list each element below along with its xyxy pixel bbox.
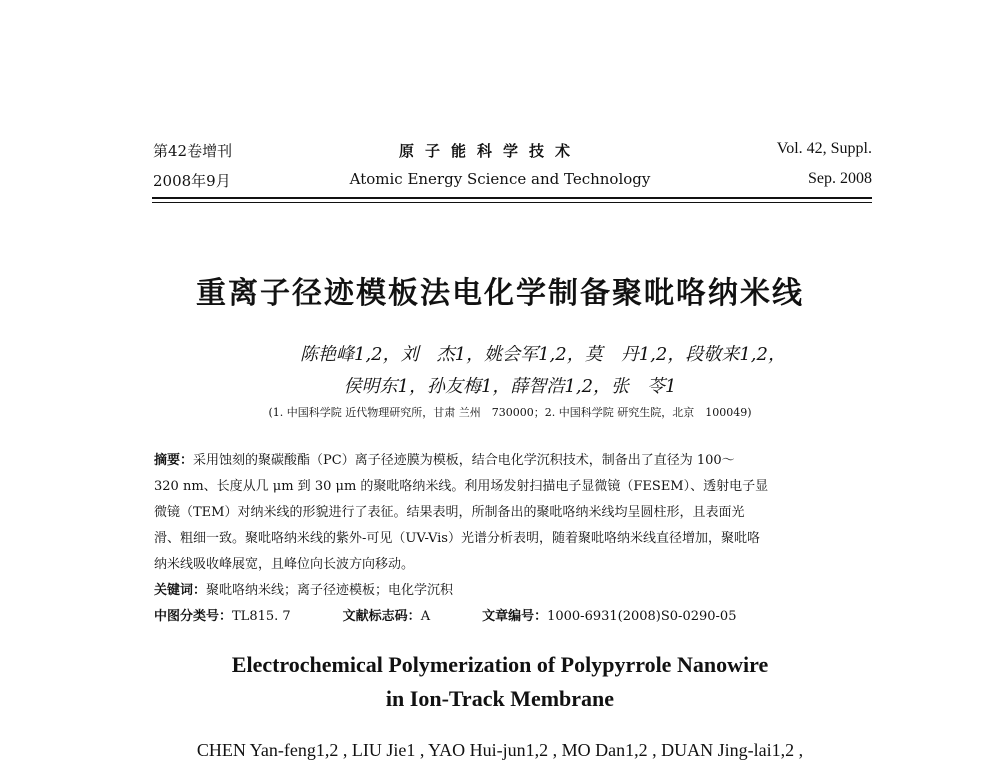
- keywords-label: 关键词：: [154, 583, 207, 598]
- affiliation-cn: (1. 中国科学院 近代物理研究所，甘肃 兰州 730000；2. 中国科学院 研究生院，北京 100049): [268, 406, 752, 419]
- authors-en: CHEN Yan-feng1,2 , LIU Jie1 , YAO Hui-jun1,2 , MO Dan1,2 , DUAN Jing-lai1,2 ,: [196, 740, 804, 760]
- date-en: Sep. 2008: [808, 170, 872, 187]
- article-number-label: 文章编号：: [482, 609, 548, 624]
- abstract-label: 摘要：: [154, 453, 194, 468]
- journal-title-en: Atomic Energy Science and Technology: [349, 170, 651, 188]
- abstract-line: 纳米线吸收峰展宽，且峰位向长波方向移动。: [154, 557, 415, 572]
- clc-label: 中图分类号：: [154, 609, 233, 624]
- journal-title-cn: 原子能科学技术: [398, 142, 581, 160]
- abstract-line: 滑、粗细一致。聚吡咯纳米线的紫外-可见（UV-Vis）光谱分析表明，随着聚吡咯纳米线直径增加，聚吡咯: [154, 531, 760, 546]
- classification-line: [154, 604, 878, 630]
- paper-title-en-line2: in Ion-Track Membrane: [385, 686, 615, 711]
- abstract-text: 采用蚀刻的聚碳酸酯（PC）离子径迹膜为模板，结合电化学沉积技术，制备出了直径为 100～: [193, 453, 735, 468]
- doc-code-label: 文献标志码：: [342, 609, 421, 624]
- abstract-line: 微镜（TEM）对纳米线的形貌进行了表征。结果表明，所制备出的聚吡咯纳米线均呈圆柱形，且表面光: [154, 505, 745, 520]
- date-cn: 2008年9月: [153, 172, 231, 190]
- paper-title-cn: 重离子径迹模板法电化学制备聚吡咯纳米线: [196, 276, 804, 311]
- abstract-line: 320 nm、长度从几 μm 到 30 μm 的聚吡咯纳米线。利用场发射扫描电子显微镜（FESEM）、透射电子显: [154, 479, 769, 494]
- header-rule-thick: [152, 197, 872, 199]
- paper-title-en-line1: Electrochemical Polymerization of Polypyrrole Nanowire: [231, 652, 769, 677]
- abstract-line: [154, 448, 878, 474]
- authors-cn-line2: 侯明东1，孙友梅1，薛智浩1,2，张 苓1: [343, 376, 677, 397]
- volume-cn: 第42卷增刊: [153, 142, 233, 160]
- header-rule-thin: [152, 202, 872, 203]
- keywords: [154, 578, 878, 604]
- doc-code-value: A: [420, 609, 431, 624]
- volume-en: Vol. 42, Suppl.: [776, 140, 872, 157]
- abstract: [154, 448, 878, 578]
- article-number-value: 1000-6931(2008)S0-0290-05: [547, 609, 737, 624]
- authors-cn-line1: 陈艳峰1,2，刘 杰1，姚会军1,2，莫 丹1,2，段敬来1,2，: [300, 344, 786, 365]
- clc-value: TL815. 7: [232, 609, 291, 624]
- keywords-text: 聚吡咯纳米线；离子径迹模板；电化学沉积: [206, 583, 454, 598]
